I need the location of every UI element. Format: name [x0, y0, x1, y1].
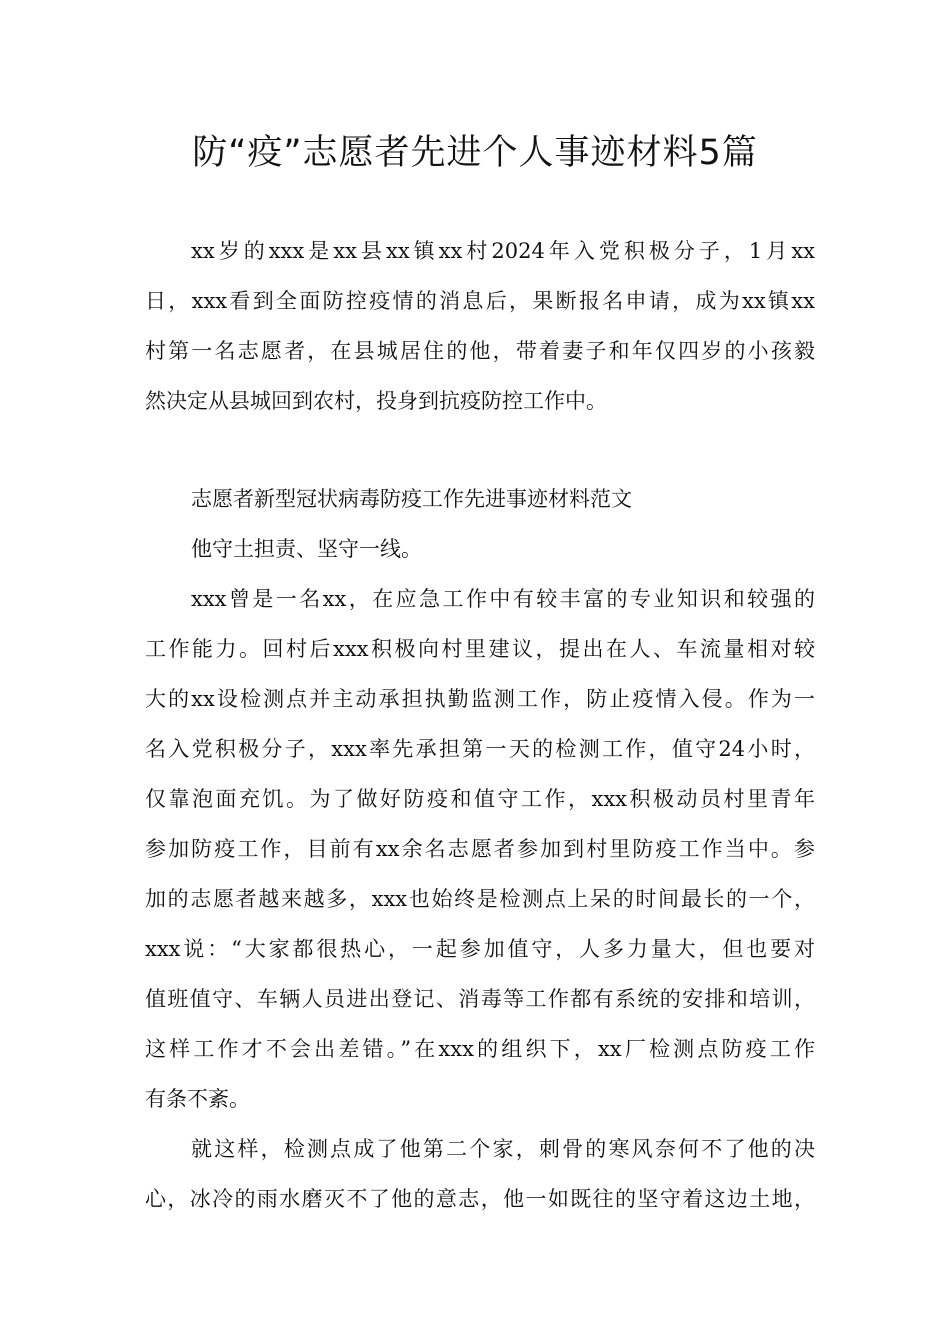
paragraph-line: 大的xx设检测点并主动承担执勤监测工作，防止疫情入侵。作为一	[145, 687, 815, 711]
paragraph-line: 参加防疫工作，目前有xx余名志愿者参加到村里防疫工作当中。参	[145, 837, 815, 861]
paragraph-line: 日，xxx看到全面防控疫情的消息后，果断报名申请，成为xx镇xx	[145, 289, 815, 313]
paragraph-line: 他守土担责、坚守一线。	[191, 537, 422, 561]
document-title: 防“疫”志愿者先进个人事迹材料5篇	[192, 133, 758, 173]
paragraph-line: 仅靠泡面充饥。为了做好防疫和值守工作，xxx积极动员村里青年	[145, 787, 815, 811]
paragraph-line: 村第一名志愿者，在县城居住的他，带着妻子和年仅四岁的小孩毅	[145, 339, 815, 363]
paragraph-line: 心，冰冷的雨水磨灭不了他的意志，他一如既往的坚守着这边土地，	[145, 1187, 815, 1211]
paragraph-line: 加的志愿者越来越多，xxx也始终是检测点上呆的时间最长的一个，	[145, 887, 815, 911]
paragraph-line: 就这样，检测点成了他第二个家，刺骨的寒风奈何不了他的决	[191, 1137, 815, 1161]
paragraph-line: 值班值守、车辆人员进出登记、消毒等工作都有系统的安排和培训，	[145, 987, 815, 1011]
paragraph-line: xx岁的xxx是xx县xx镇xx村2024年入党积极分子，1月xx	[191, 239, 815, 263]
paragraph-line: 名入党积极分子，xxx率先承担第一天的检测工作，值守24小时，	[145, 737, 815, 761]
paragraph-line: 然决定从县城回到农村，投身到抗疫防控工作中。	[145, 389, 607, 413]
paragraph-line: xxx曾是一名xx，在应急工作中有较丰富的专业知识和较强的	[191, 587, 815, 611]
paragraph-line: 这样工作才不会出差错。”在xxx的组织下，xx厂检测点防疫工作	[145, 1037, 815, 1061]
section-heading: 志愿者新型冠状病毒防疫工作先进事迹材料范文	[191, 487, 632, 511]
paragraph-line: 工作能力。回村后xxx积极向村里建议，提出在人、车流量相对较	[145, 637, 815, 661]
paragraph-line: xxx说：“大家都很热心，一起参加值守，人多力量大，但也要对	[145, 937, 815, 961]
paragraph-line: 有条不紊。	[145, 1087, 250, 1111]
